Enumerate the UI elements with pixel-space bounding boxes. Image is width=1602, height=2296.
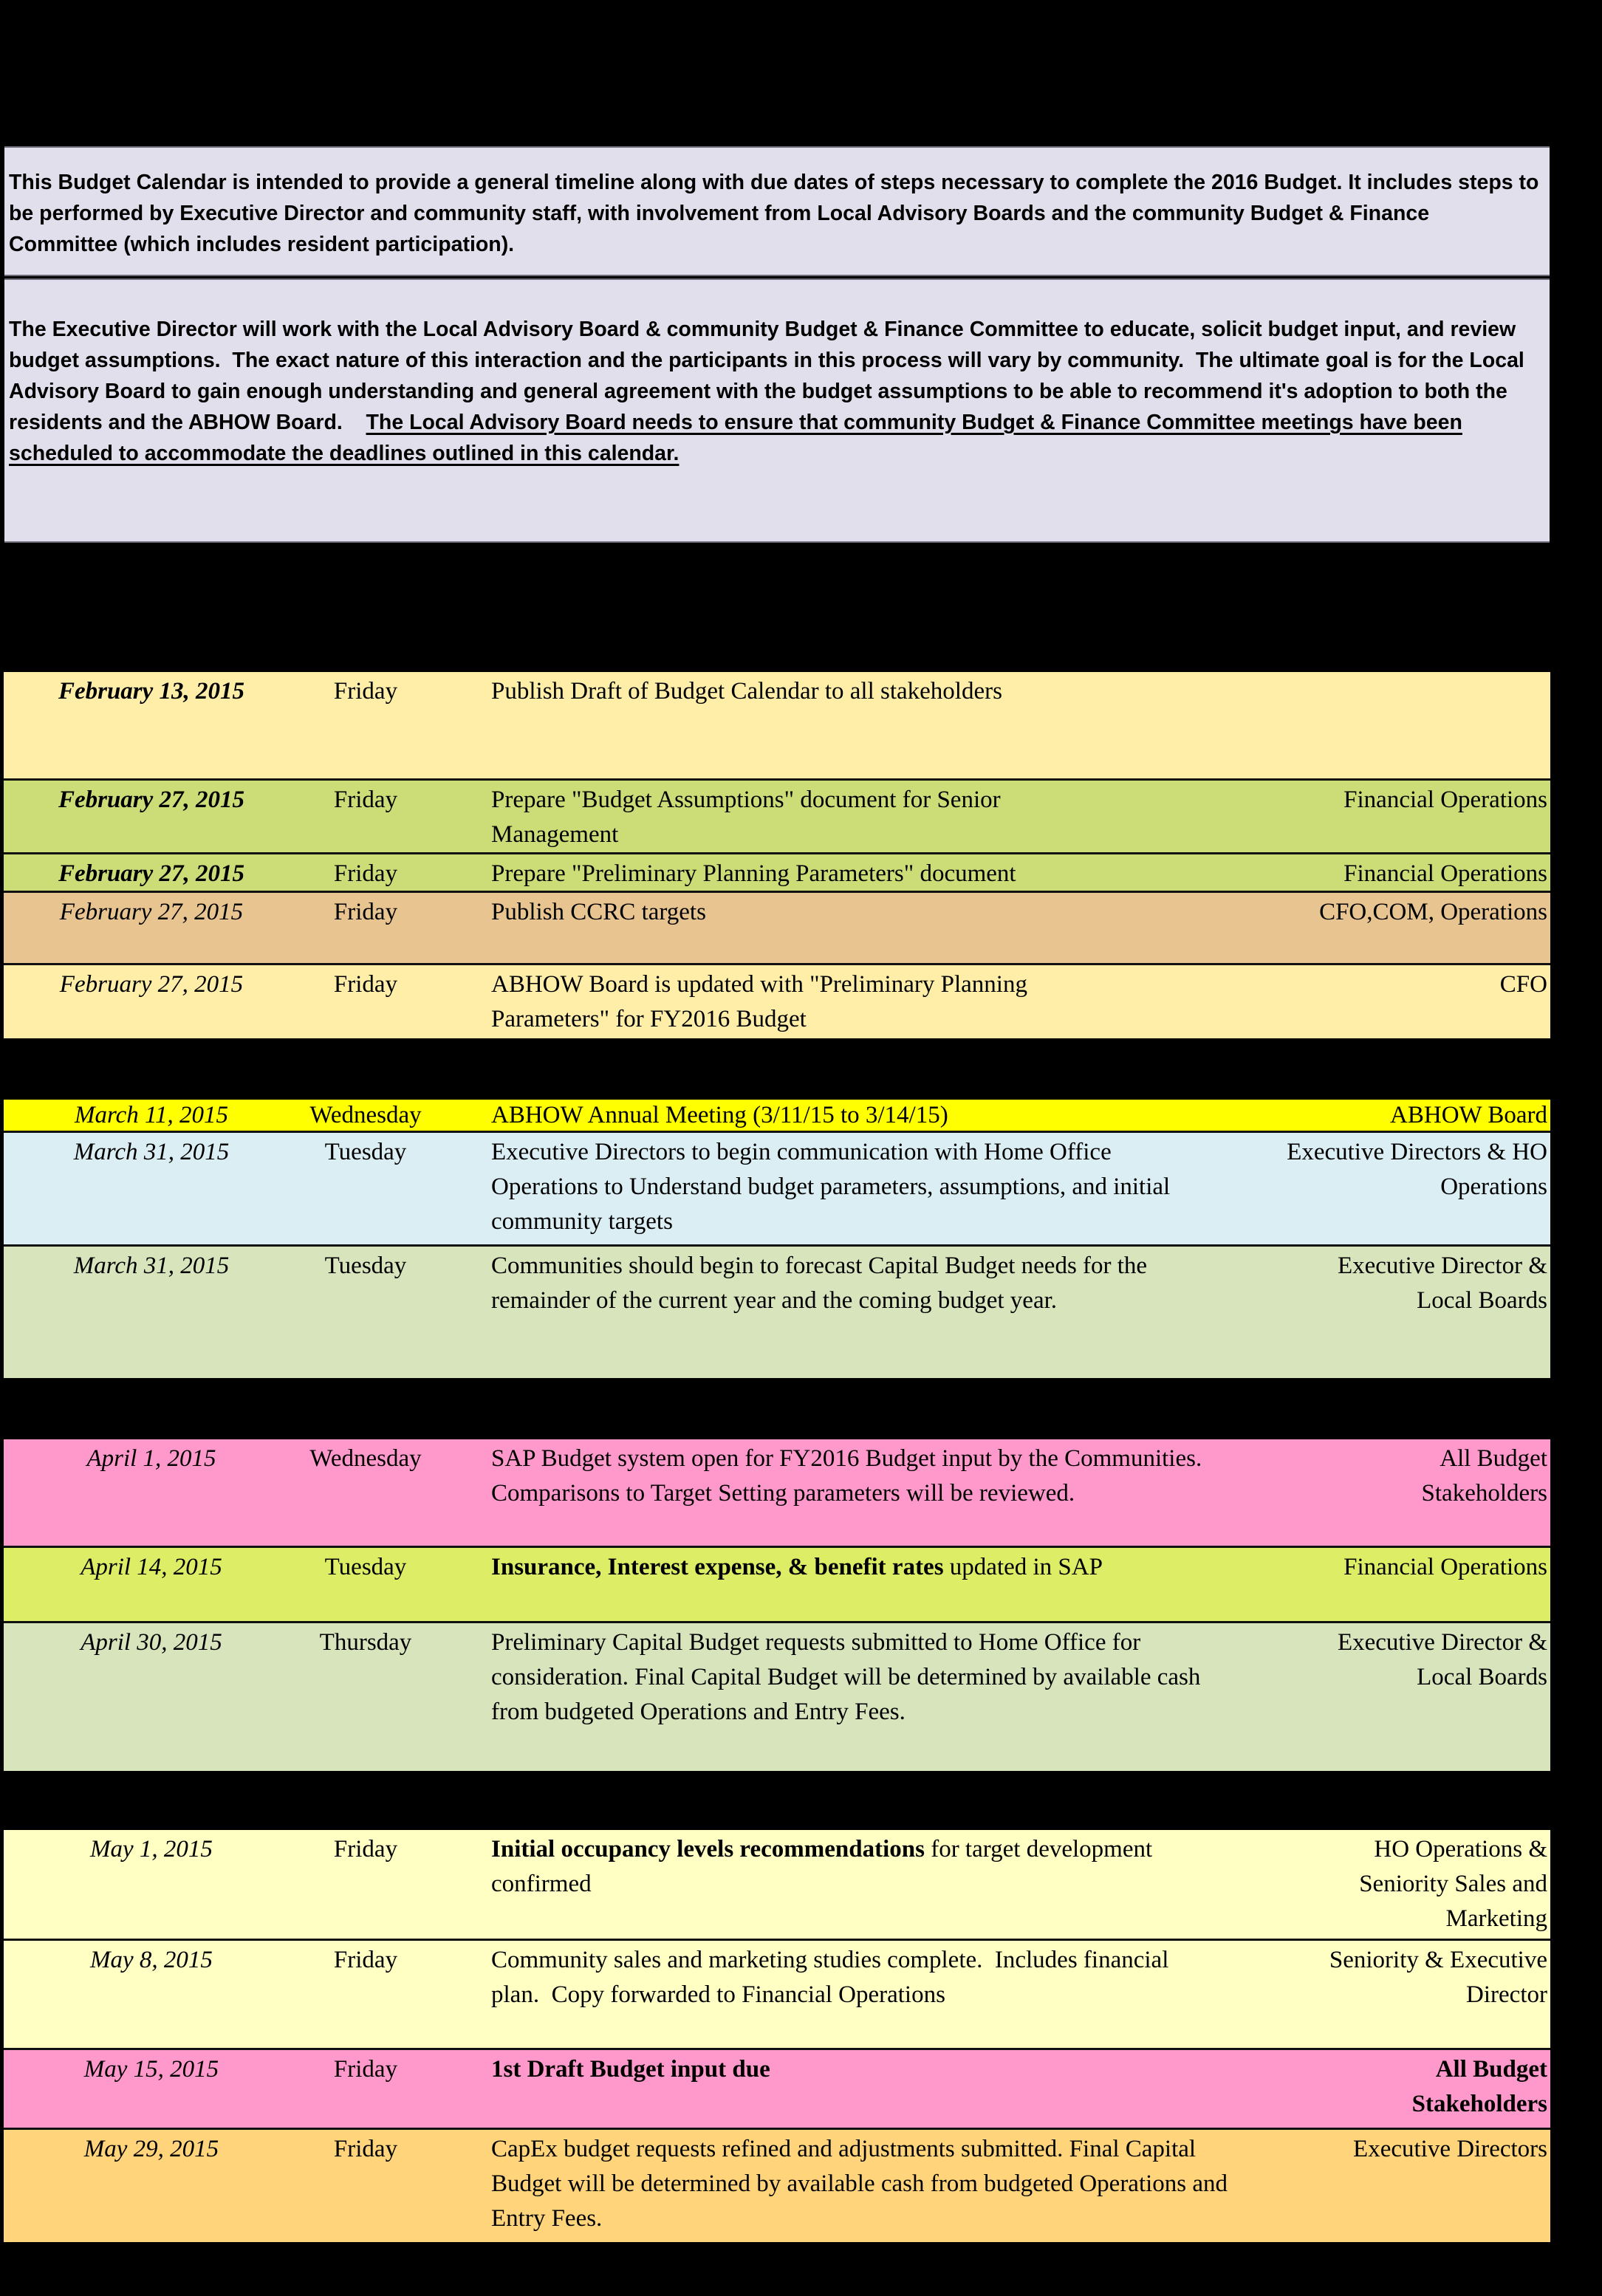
calendar-row — [4, 1247, 1550, 1378]
day-cell: Friday — [333, 860, 398, 887]
intro-box-purpose — [4, 146, 1550, 276]
day-cell: Friday — [333, 2136, 398, 2162]
date-cell: March 31, 2015 — [73, 1139, 230, 1165]
calendar-row — [4, 1133, 1550, 1247]
calendar-row — [4, 893, 1550, 965]
section-may — [4, 1830, 1550, 2242]
responsible-cell: HO Operations & Seniority Sales and Marketing — [1359, 1836, 1547, 1932]
day-cell: Friday — [333, 2056, 398, 2083]
date-cell: February 27, 2015 — [58, 860, 245, 887]
date-cell: March 11, 2015 — [74, 1102, 229, 1128]
responsible-cell: All Budget Stakeholders — [1421, 1445, 1547, 1507]
intro-paragraph-2: The Executive Director will work with the Local Advisory Board & community Budget & Finance Committee to educate, solicit budget input, and review budget assumptions. The exact nature of this interaction and the participants in this process will vary by community. The ultimate goal is for the Local Advisory Board to gain enough understanding and general agreement with the budget assumptions to be able to recommend it's adoption to both the residents and the ABHOW Board. — [9, 318, 1530, 434]
calendar-row — [4, 672, 1550, 781]
section-march — [4, 1100, 1550, 1378]
responsible-cell: Executive Directors — [1353, 2136, 1547, 2162]
date-cell: February 27, 2015 — [59, 899, 244, 925]
date-cell: April 14, 2015 — [81, 1554, 222, 1580]
task-cell: Executive Directors to begin communication with Home Office Operations to Understand budget parameters, assumptions, and initial community targets — [491, 1139, 1171, 1235]
task-cell: Community sales and marketing studies complete. Includes financial plan. Copy forwarded to Financial Operations — [491, 1947, 1175, 2008]
task-text: updated in SAP — [943, 1554, 1103, 1580]
calendar-row — [4, 1830, 1550, 1941]
day-cell: Wednesday — [309, 1102, 422, 1128]
date-cell: May 1, 2015 — [90, 1836, 213, 1862]
section-april — [4, 1439, 1550, 1771]
task-cell: Publish Draft of Budget Calendar to all stakeholders — [491, 678, 1002, 705]
responsible-cell: ABHOW Board — [1390, 1102, 1547, 1128]
responsible-cell: Executive Director & Local Boards — [1337, 1629, 1547, 1690]
intro-box-process — [4, 278, 1550, 543]
responsible-cell: All Budget Stakeholders — [1411, 2056, 1547, 2117]
day-cell: Tuesday — [324, 1139, 407, 1165]
day-cell: Friday — [333, 1947, 398, 1973]
task-cell: Prepare "Budget Assumptions" document for Senior Management — [491, 787, 1001, 848]
date-cell: February 27, 2015 — [58, 787, 245, 813]
task-cell: Communities should begin to forecast Capital Budget needs for the remainder of the current year and the coming budget year. — [491, 1252, 1148, 1314]
calendar-row — [4, 1548, 1550, 1623]
calendar-row — [4, 1100, 1550, 1133]
day-cell: Friday — [333, 678, 398, 705]
responsible-cell: CFO — [1499, 971, 1547, 998]
calendar-row — [4, 2130, 1550, 2242]
task-cell: 1st Draft Budget input due — [491, 2056, 770, 2083]
responsible-cell: Financial Operations — [1343, 1554, 1547, 1580]
responsible-cell: Seniority & Executive Director — [1329, 1947, 1547, 2008]
day-cell: Thursday — [319, 1629, 412, 1656]
section-february — [4, 672, 1550, 1038]
intro-paragraph-1: This Budget Calendar is intended to provide a general timeline along with due dates of steps necessary to complete the 2016 Budget. It includes steps to be performed by Executive Director and community staff, with involvement from Local Advisory Boards and the community Budget & Finance Committee (which includes resident participation). — [9, 171, 1539, 256]
date-cell: February 27, 2015 — [59, 971, 244, 998]
day-cell: Wednesday — [309, 1445, 422, 1472]
calendar-row — [4, 1941, 1550, 2050]
responsible-cell: CFO,COM, Operations — [1319, 899, 1547, 925]
date-cell: May 15, 2015 — [83, 2056, 219, 2083]
task-bold-text: Insurance, Interest expense, & benefit rates — [491, 1554, 944, 1580]
calendar-row — [4, 854, 1550, 893]
intro-paragraph-2-underlined: The Local Advisory Board needs to ensure that community Budget & Finance Committee meetings have been scheduled to accommodate the deadlines outlined in this calendar. — [9, 411, 1462, 465]
task-cell: Prepare "Preliminary Planning Parameters" document — [491, 860, 1016, 887]
task-cell — [491, 1832, 1156, 1902]
day-cell: Tuesday — [324, 1252, 407, 1279]
date-cell: April 30, 2015 — [81, 1629, 222, 1656]
task-text: for target development confirmed — [491, 1836, 1153, 1897]
day-cell: Friday — [333, 787, 398, 813]
responsible-cell: Executive Directors & HO Operations — [1287, 1139, 1547, 1200]
calendar-row — [4, 965, 1550, 1038]
day-cell: Friday — [333, 971, 398, 998]
task-cell: Publish CCRC targets — [491, 899, 706, 925]
date-cell: May 29, 2015 — [83, 2136, 219, 2162]
task-cell: Preliminary Capital Budget requests submitted to Home Office for consideration. Final Capital Budget will be determined by available cash from budgeted Operations and Entry Fees. — [491, 1629, 1201, 1725]
task-cell: ABHOW Board is updated with "Preliminary Planning Parameters" for FY2016 Budget — [491, 971, 1027, 1032]
calendar-row — [4, 1439, 1550, 1548]
calendar-row — [4, 781, 1550, 854]
calendar-row — [4, 2050, 1550, 2130]
day-cell: Friday — [333, 899, 398, 925]
task-bold-text: Initial occupancy levels recommendations — [491, 1836, 925, 1862]
day-cell: Tuesday — [324, 1554, 407, 1580]
responsible-cell: Financial Operations — [1343, 860, 1547, 887]
date-cell: February 13, 2015 — [58, 678, 245, 705]
calendar-row — [4, 1623, 1550, 1771]
date-cell: May 8, 2015 — [90, 1947, 213, 1973]
task-cell: SAP Budget system open for FY2016 Budget input by the Communities. Comparisons to Target Setting parameters will be reviewed. — [491, 1445, 1202, 1507]
responsible-cell: Executive Director & Local Boards — [1337, 1252, 1547, 1314]
responsible-cell: Financial Operations — [1343, 787, 1547, 813]
date-cell: March 31, 2015 — [73, 1252, 230, 1279]
task-cell: CapEx budget requests refined and adjustments submitted. Final Capital Budget will be determined by available cash from budgeted Operations and Entry Fees. — [491, 2136, 1228, 2232]
task-cell: ABHOW Annual Meeting (3/11/15 to 3/14/15) — [491, 1102, 948, 1128]
day-cell: Friday — [333, 1836, 398, 1862]
task-cell — [491, 1550, 1230, 1585]
date-cell: April 1, 2015 — [86, 1445, 216, 1472]
